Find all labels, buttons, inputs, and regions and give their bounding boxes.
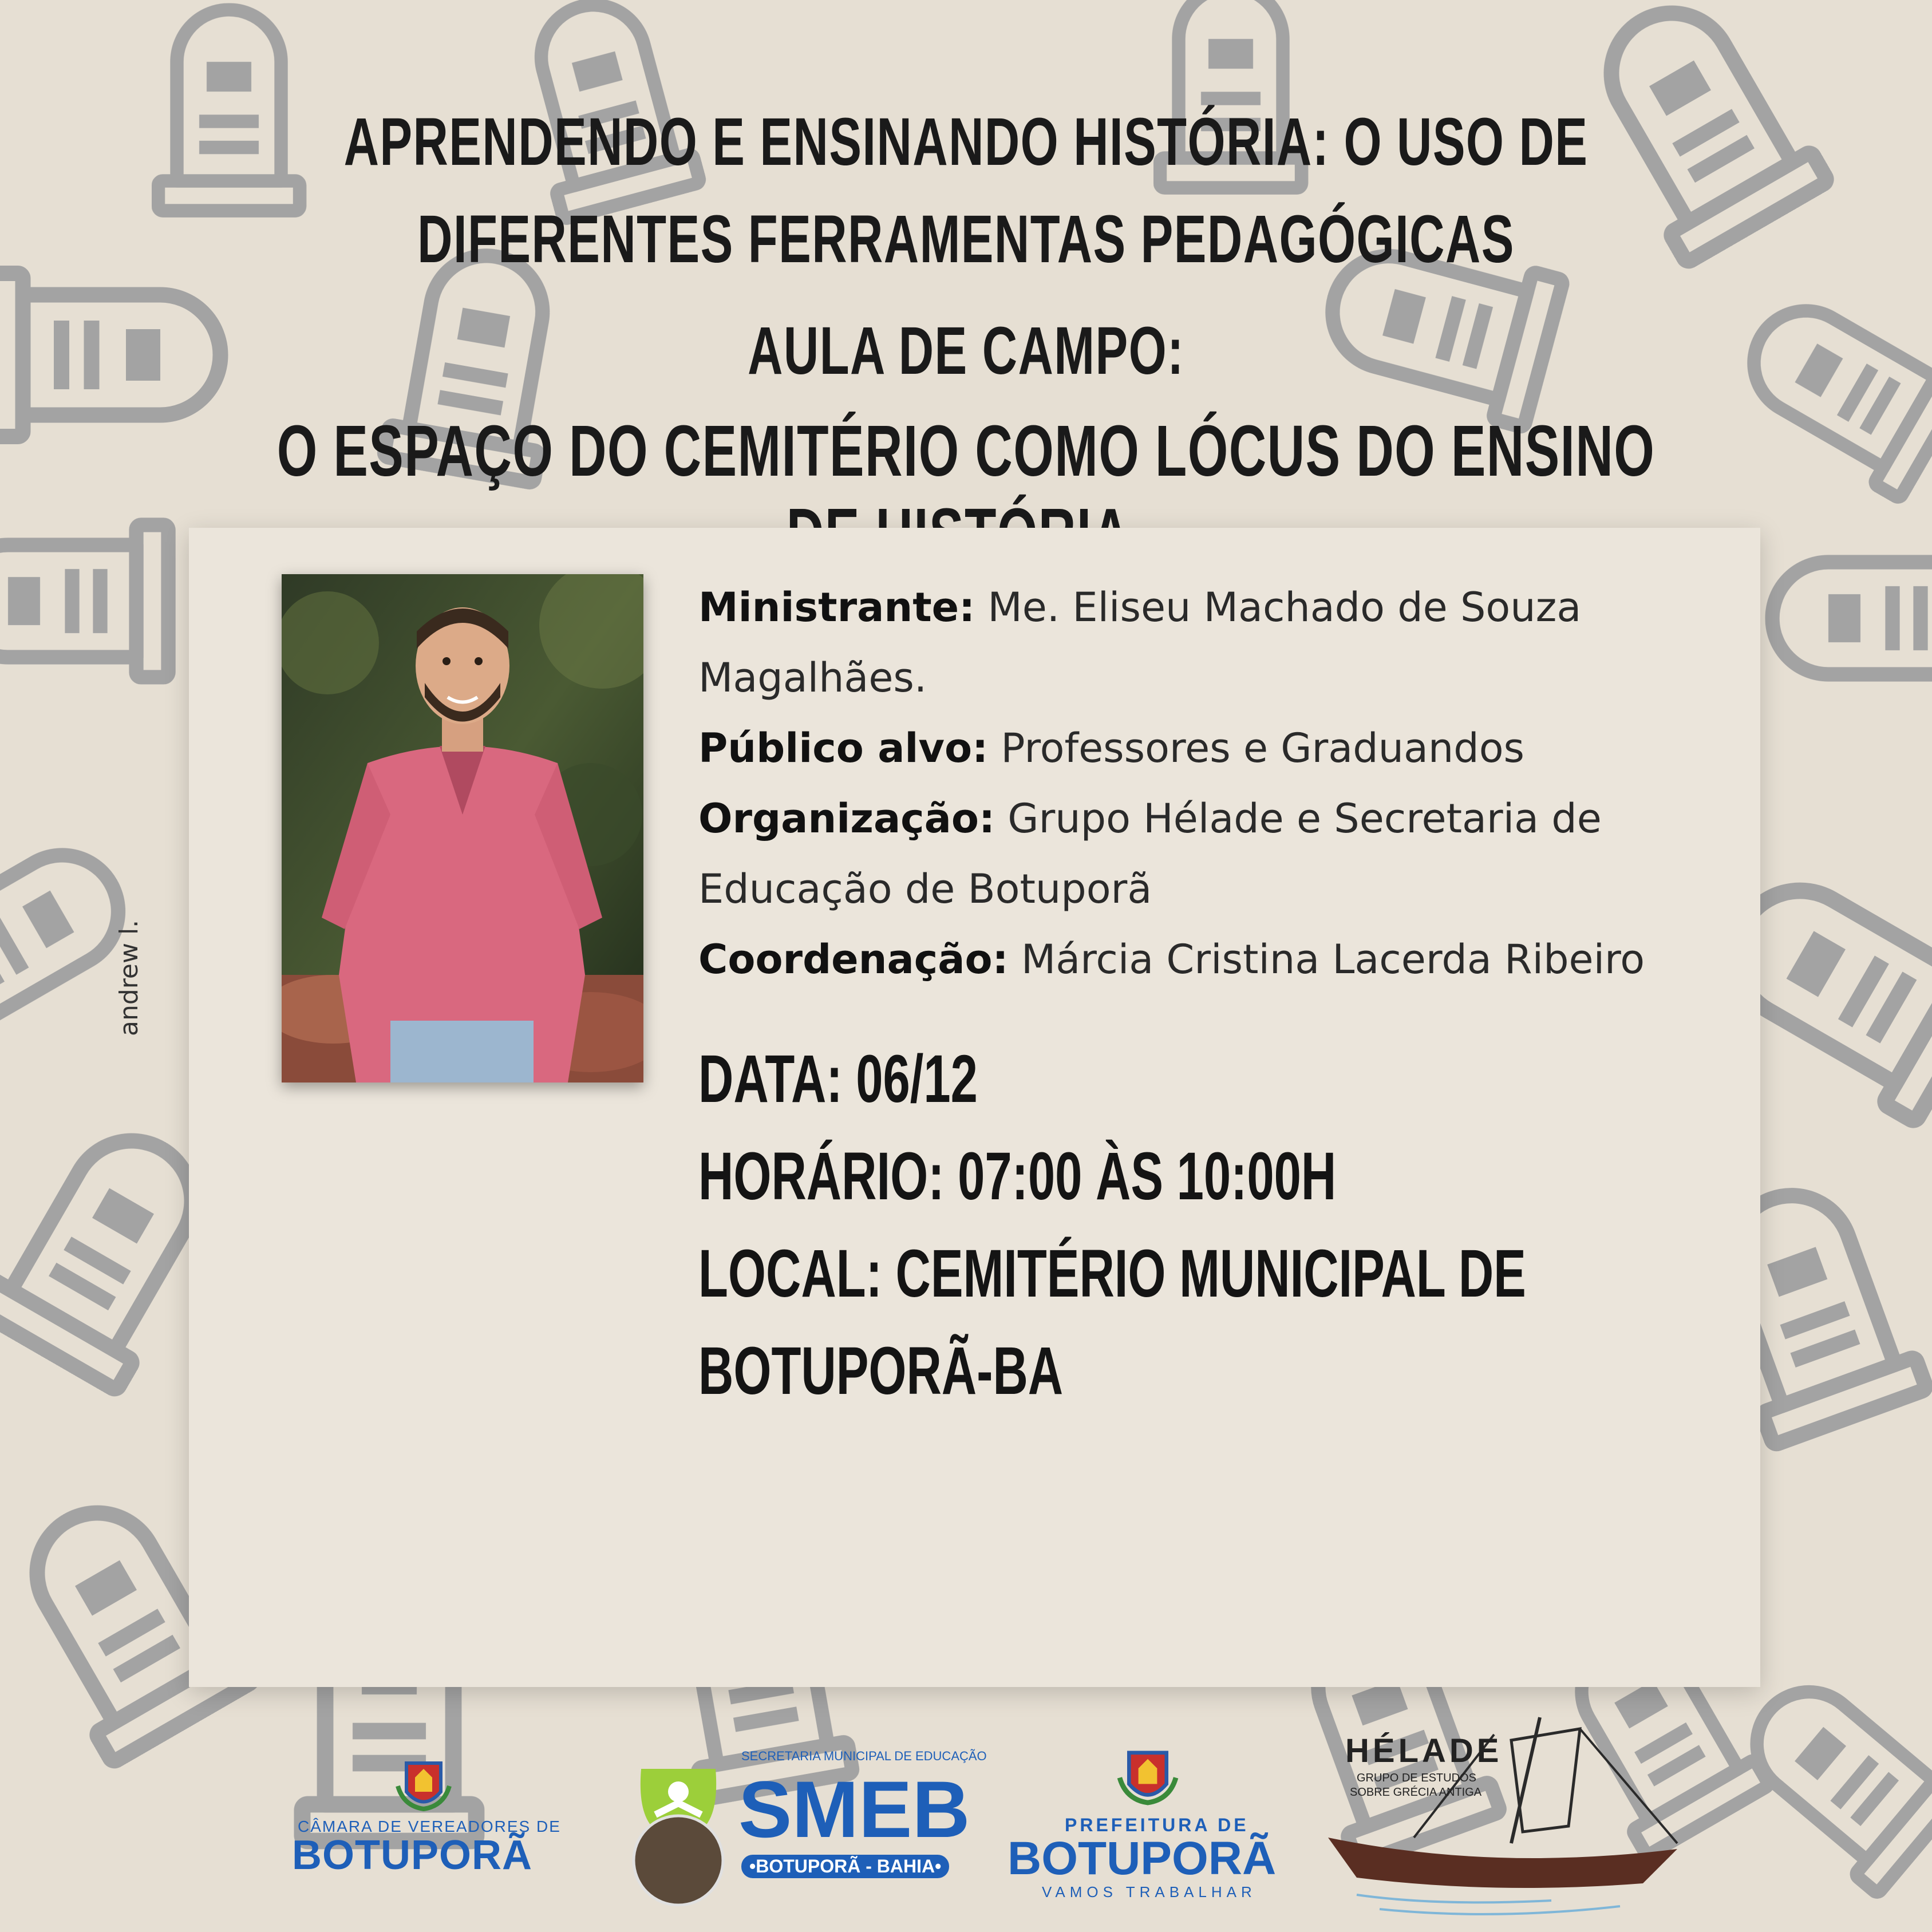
publico-label: Público alvo:: [698, 725, 989, 772]
coordenacao-value: Márcia Cristina Lacerda Ribeiro: [1021, 936, 1645, 983]
smeb-top-text: SECRETARIA MUNICIPAL DE EDUCAÇÃO: [741, 1749, 987, 1763]
title-line-2: DIFERENTES FERRAMENTAS PEDAGÓGICAS: [417, 202, 1515, 277]
event-location-line-1: LOCAL: CEMITÉRIO MUNICIPAL DE: [698, 1236, 1526, 1311]
prefeitura-logo: [1008, 1740, 1294, 1901]
helade-name-text: HÉLADE: [1345, 1732, 1503, 1769]
greek-ship-icon: [1322, 1694, 1689, 1923]
event-time: HORÁRIO: 07:00 ÀS 10:00H: [698, 1139, 1337, 1214]
speaker-photo: [282, 574, 643, 1082]
publico-value: Professores e Graduandos: [1001, 725, 1524, 772]
smeb-name-text: SMEB: [738, 1764, 970, 1854]
coat-of-arms-icon: [1116, 1740, 1179, 1809]
subtitle-line-1: AULA DE CAMPO:: [748, 313, 1184, 389]
ministrante-row: [698, 572, 1694, 713]
prefeitura-name-text: BOTUPORÃ: [1008, 1832, 1277, 1884]
helade-logo: [1322, 1694, 1689, 1923]
event-schedule: [698, 1030, 1729, 1420]
ministrante-value: Me. Eliseu Machado de Souza Magalhães.: [698, 584, 1582, 701]
coat-of-arms-icon: [395, 1752, 452, 1815]
title-line-1: APRENDENDO E ENSINANDO HISTÓRIA: O USO DE: [343, 104, 1589, 180]
helade-sub2-text: SOBRE GRÉCIA ANTIGA: [1350, 1786, 1482, 1799]
photo-credit: andrew l.: [114, 919, 144, 1036]
event-date: DATA: 06/12: [698, 1041, 978, 1117]
event-details: [698, 572, 1694, 995]
ministrante-label: Ministrante:: [698, 584, 975, 631]
publico-row: [698, 713, 1694, 784]
organizacao-label: Organização:: [698, 795, 995, 842]
smeb-logo: [624, 1740, 987, 1912]
prefeitura-slogan-text: VAMOS TRABALHAR: [1042, 1883, 1257, 1901]
organizacao-row: [698, 784, 1694, 924]
camara-top-text: CÂMARA DE VEREADORES DE: [298, 1818, 561, 1835]
event-location-line-2: BOTUPORÃ-BA: [698, 1333, 1064, 1409]
helade-sub1-text: GRUPO DE ESTUDOS: [1357, 1772, 1476, 1784]
smeb-sub-text: •BOTUPORÃ - BAHIA•: [741, 1855, 949, 1878]
organizacao-value: Grupo Hélade e Secretaria de Educação de Botuporã: [698, 795, 1602, 912]
subtitle-line-2: O ESPAÇO DO CEMITÉRIO COMO LÓCUS DO ENSINO: [276, 410, 1656, 491]
coordenacao-label: Coordenação:: [698, 936, 1009, 983]
globe-icon: [624, 1746, 733, 1906]
camara-name-text: BOTUPORÃ: [292, 1832, 532, 1878]
coordenacao-row: [698, 924, 1694, 995]
prefeitura-top-text: PREFEITURA DE: [1065, 1815, 1249, 1835]
camara-logo: [286, 1740, 561, 1878]
